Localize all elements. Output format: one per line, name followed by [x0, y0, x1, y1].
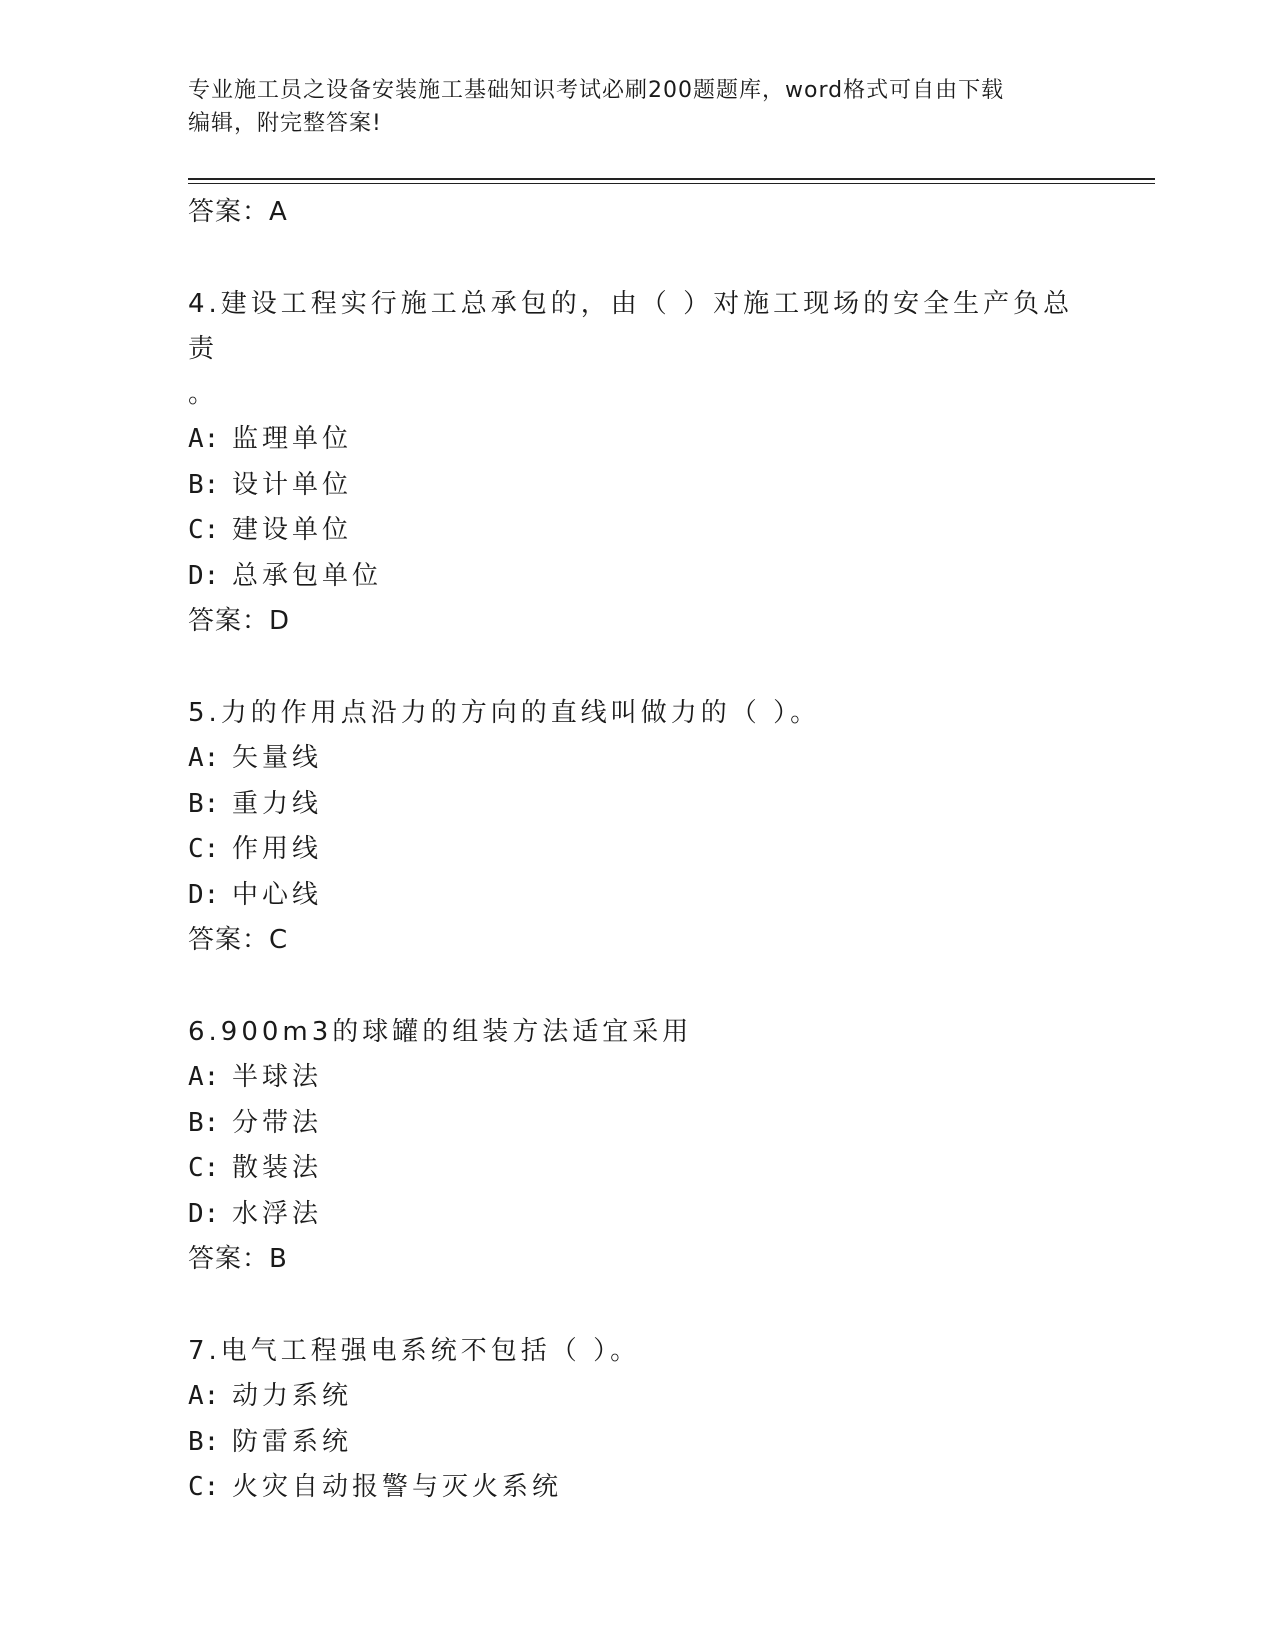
answer-q3: 答案：A	[188, 197, 288, 227]
option-b	[188, 782, 1088, 828]
option-key: B:	[188, 788, 220, 819]
header-divider-thin	[188, 183, 1155, 184]
option-a	[188, 417, 1088, 463]
option-a	[188, 736, 1088, 782]
option-key: A:	[188, 1381, 220, 1411]
answer-q5: 答案：C	[188, 925, 289, 955]
header-line-1: 专业施工员之设备安装施工基础知识考试必刷200题题库，word格式可自由下载	[188, 78, 1005, 103]
question-stem: 4.建设工程实行施工总承包的，由（ ）对施工现场的安全生产负总责	[188, 289, 1074, 364]
option-text: 重力线	[232, 788, 323, 819]
option-c	[188, 1146, 1088, 1192]
option-text: 分带法	[232, 1107, 323, 1138]
option-text: 设计单位	[232, 469, 353, 500]
option-a	[188, 1374, 1088, 1420]
option-text: 散装法	[232, 1153, 323, 1183]
option-b	[188, 1420, 1088, 1466]
option-d	[188, 873, 1088, 919]
option-text: 建设单位	[232, 515, 353, 545]
header-divider-thick	[188, 178, 1155, 180]
question-7	[188, 1329, 1088, 1374]
option-key: D:	[188, 1198, 220, 1229]
header-line-2: 编辑，附完整答案!	[188, 111, 382, 136]
document-header	[188, 74, 1088, 140]
option-text: 中心线	[232, 879, 323, 910]
option-text: 作用线	[232, 834, 323, 864]
option-key: C:	[188, 1472, 220, 1502]
question-6	[188, 1010, 1088, 1055]
option-text: 防雷系统	[232, 1426, 353, 1457]
option-text: 火灾自动报警与灭火系统	[232, 1472, 563, 1502]
question-5	[188, 691, 1088, 736]
option-text: 监理单位	[232, 424, 353, 454]
option-key: A:	[188, 1062, 220, 1092]
option-b	[188, 1101, 1088, 1147]
option-key: B:	[188, 1426, 220, 1457]
option-a	[188, 1055, 1088, 1101]
option-b	[188, 463, 1088, 509]
question-stem: 6.900m3的球罐的组装方法适宜采用	[188, 1017, 693, 1047]
answer-q4: 答案：D	[188, 606, 291, 636]
question-stem: 5.力的作用点沿力的方向的直线叫做力的（ ）。	[188, 698, 821, 728]
option-c	[188, 508, 1088, 554]
option-c	[188, 827, 1088, 873]
option-key: C:	[188, 834, 220, 864]
option-key: A:	[188, 424, 220, 454]
question-stem: 7.电气工程强电系统不包括（ ）。	[188, 1336, 641, 1366]
answer-q6: 答案：B	[188, 1244, 288, 1274]
option-key: A:	[188, 743, 220, 773]
option-text: 总承包单位	[232, 560, 383, 591]
option-key: D:	[188, 560, 220, 591]
option-text: 动力系统	[232, 1381, 353, 1411]
option-c	[188, 1465, 1088, 1511]
question-stem-continued: 。	[188, 379, 219, 409]
option-text: 水浮法	[232, 1198, 323, 1229]
option-key: C:	[188, 515, 220, 545]
option-key: C:	[188, 1153, 220, 1183]
question-4	[188, 282, 1088, 417]
option-key: B:	[188, 1107, 220, 1138]
option-text: 半球法	[232, 1062, 323, 1092]
option-key: B:	[188, 469, 220, 500]
document-body	[188, 190, 1088, 1511]
option-d	[188, 554, 1088, 600]
option-d	[188, 1192, 1088, 1238]
option-key: D:	[188, 879, 220, 910]
option-text: 矢量线	[232, 743, 323, 773]
